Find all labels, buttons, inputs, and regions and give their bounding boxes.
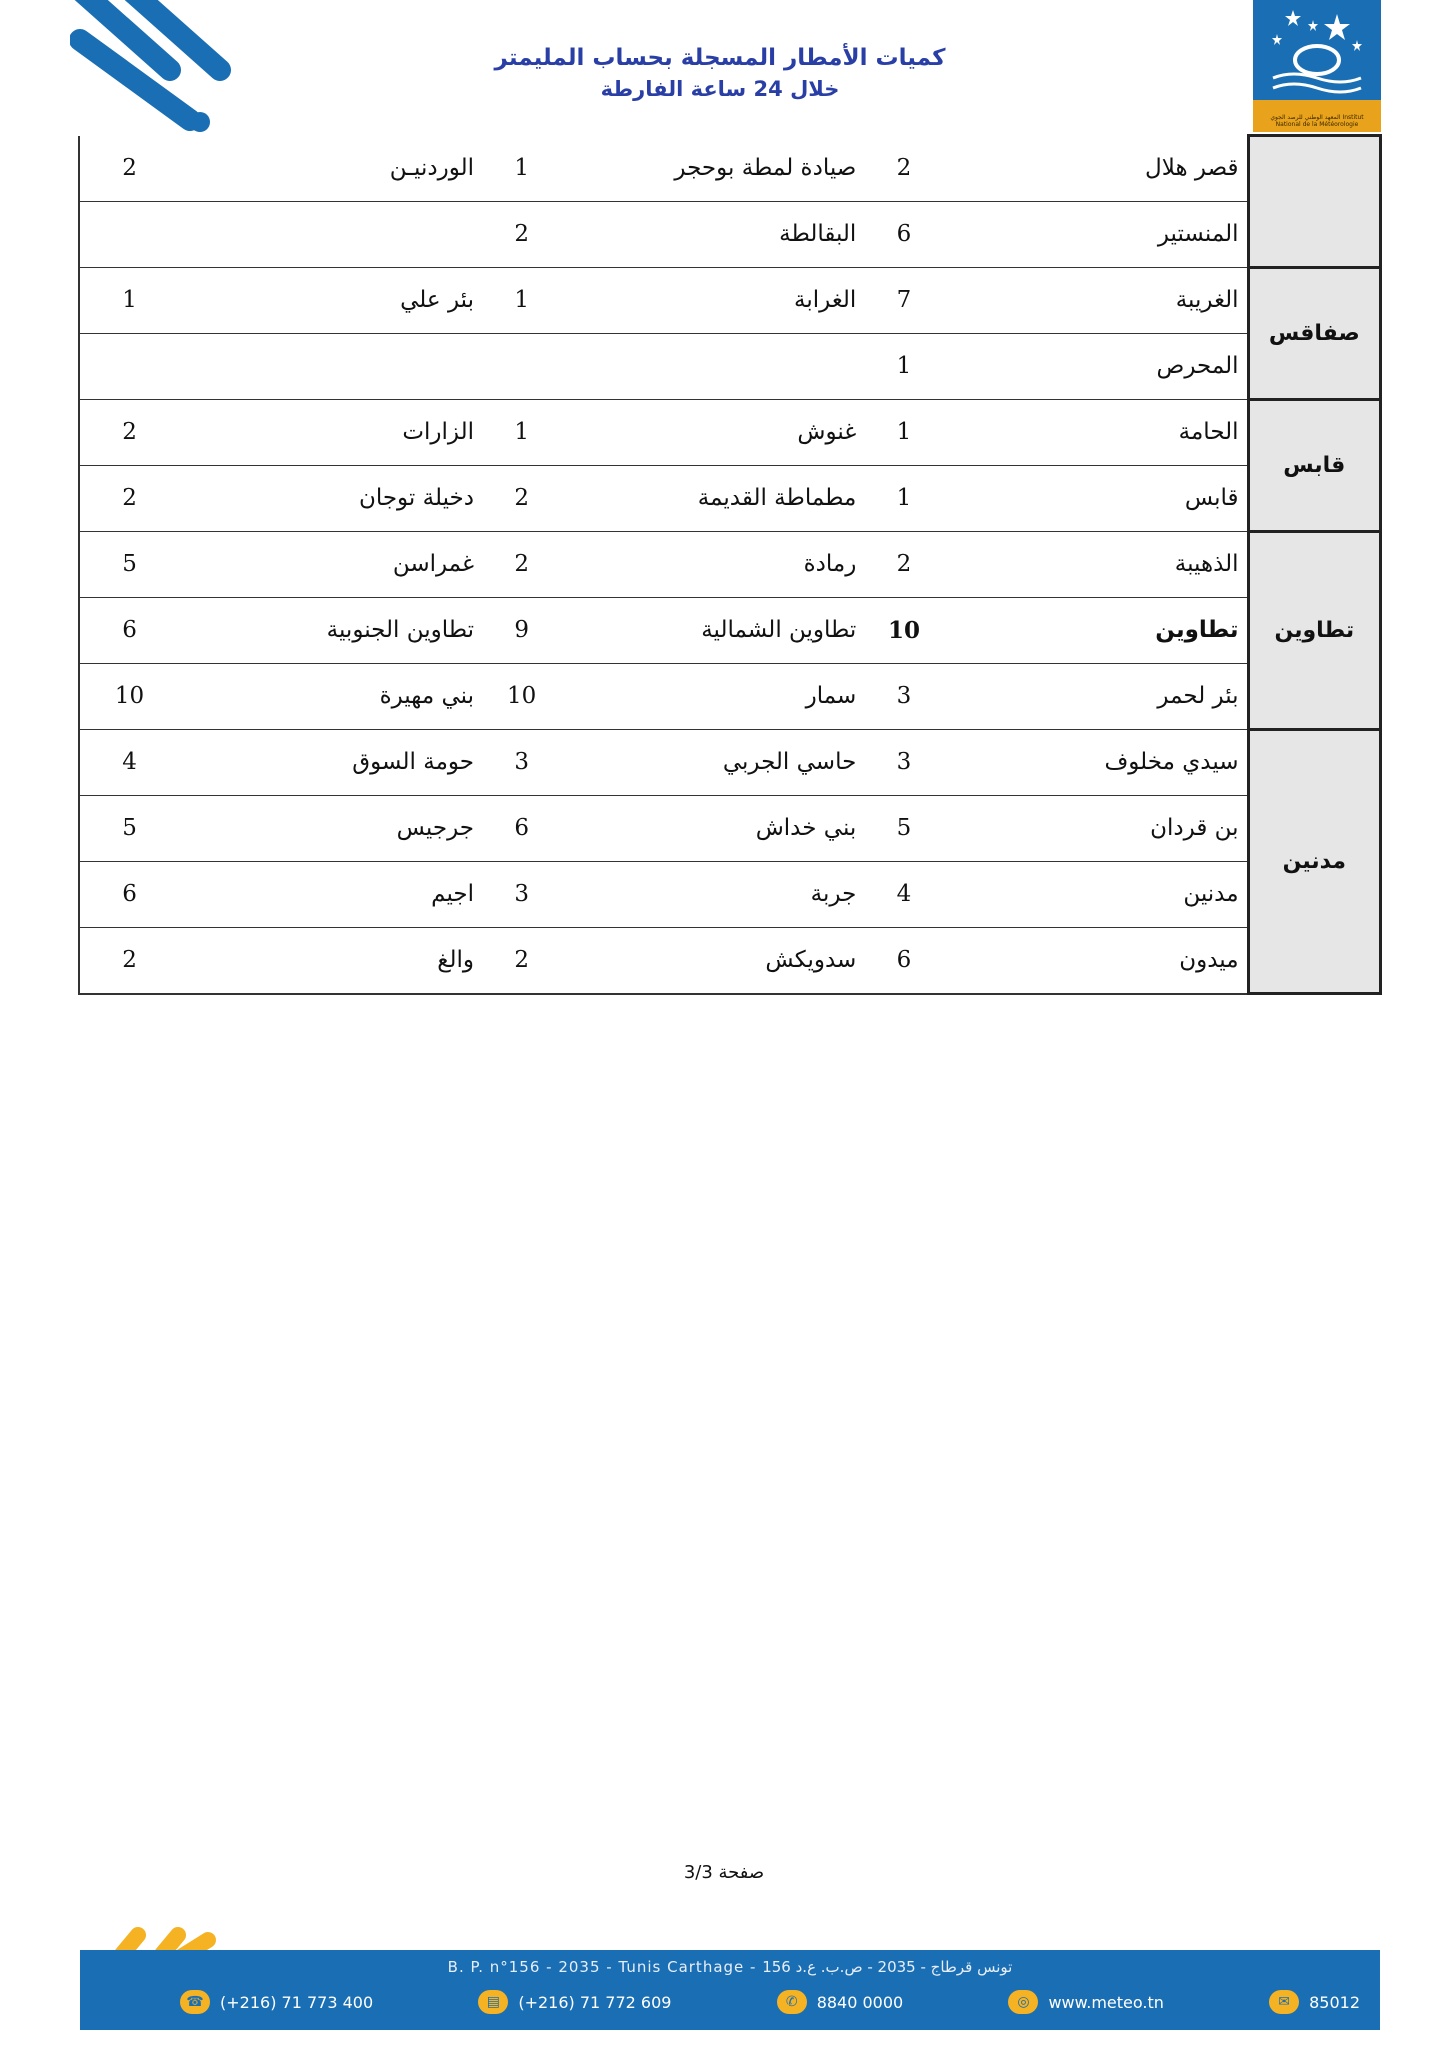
rainfall-value-cell: 5 [79,795,179,861]
footer-bar [80,1950,1380,2030]
logo-band [1253,100,1381,132]
station-name-cell [179,201,482,267]
station-name-cell: بئر لحمر [944,663,1248,729]
document-title [440,42,1000,104]
logo-text: المعهد الوطني للرصد الجوي Institut National de la Météorologie [1270,114,1364,128]
title-line-1: كميات الأمطار المسجلة بحساب المليمتر [494,45,946,71]
station-name-cell: الحامة [944,399,1248,465]
rainfall-value-cell: 6 [79,861,179,927]
station-name-cell: رمادة [561,531,864,597]
website-link[interactable]: www.meteo.tn [1048,1992,1164,2012]
station-name-cell: قابس [944,465,1248,531]
rainfall-value-cell: 2 [482,531,561,597]
rainfall-value-cell: 2 [864,531,943,597]
rainfall-value-cell: 10 [79,663,179,729]
governorate-cell [1248,136,1380,268]
header-stripes-graphic [70,0,240,140]
station-name-cell: سيدي مخلوف [944,729,1248,795]
table-row [79,531,1381,597]
rainfall-value-cell [482,333,561,399]
station-name-cell: الزارات [179,399,482,465]
station-name-cell: بني مهيرة [179,663,482,729]
table-row [79,136,1381,202]
rainfall-table [78,134,1382,995]
rainfall-value-cell: 1 [482,267,561,333]
rainfall-value-cell: 9 [482,597,561,663]
rainfall-value-cell: 6 [482,795,561,861]
station-name-cell: غمراسن [179,531,482,597]
footer-contacts [180,1990,1360,2014]
table-row [79,267,1381,333]
rainfall-value-cell: 2 [79,136,179,202]
station-name-cell: دخيلة توجان [179,465,482,531]
rainfall-value-cell: 4 [864,861,943,927]
logo-emblem-icon [1253,0,1381,100]
rainfall-value-cell: 1 [79,267,179,333]
rainfall-value-cell: 3 [482,729,561,795]
rainfall-value-cell: 3 [864,729,943,795]
station-name-cell: والغ [179,927,482,994]
rainfall-value-cell: 1 [864,465,943,531]
institute-logo [1253,0,1381,132]
station-name-cell: تطاوين الجنوبية [179,597,482,663]
rainfall-value-cell: 2 [79,927,179,994]
rainfall-value-cell: 1 [482,136,561,202]
footer-website[interactable] [1008,1990,1163,2014]
footer-phone[interactable] [180,1990,373,2014]
footer-address: B. P. n°156 - 2035 - Tunis Carthage - تونس قرطاج - 2035 - ص.ب. ع.د 156 [447,1958,1013,1976]
rainfall-value-cell: 1 [864,399,943,465]
rainfall-value-cell: 1 [482,399,561,465]
sms-icon: ✉ [1269,1990,1299,2014]
rainfall-value-cell: 2 [79,465,179,531]
rainfall-value-cell: 10 [864,597,943,663]
table-row [79,333,1381,399]
page-number: صفحة 3/3 [683,1862,765,1883]
fax-text: (+216) 71 772 609 [518,1992,672,2012]
station-name-cell: البقالطة [561,201,864,267]
station-name-cell: حومة السوق [179,729,482,795]
table-row [79,927,1381,994]
station-name-cell: جرجيس [179,795,482,861]
station-name-cell: مدنين [944,861,1248,927]
footer-fax[interactable] [478,1990,671,2014]
station-name-cell: صيادة لمطة بوحجر [561,136,864,202]
table-row [79,597,1381,663]
footer-hotline[interactable] [777,1990,904,2014]
rainfall-value-cell: 7 [864,267,943,333]
rainfall-value-cell: 4 [79,729,179,795]
rainfall-value-cell [79,201,179,267]
governorate-cell: تطاوين [1248,531,1380,729]
table-row [79,201,1381,267]
station-name-cell: الوردنيـن [179,136,482,202]
rainfall-value-cell: 6 [864,201,943,267]
station-name-cell: الغرابة [561,267,864,333]
governorate-cell: قابس [1248,399,1380,531]
table-row [79,663,1381,729]
station-name-cell: غنوش [561,399,864,465]
globe-icon: ◎ [1008,1990,1038,2014]
rainfall-value-cell: 2 [864,136,943,202]
station-name-cell: حاسي الجربي [561,729,864,795]
station-name-cell: سدويكش [561,927,864,994]
station-name-cell [561,333,864,399]
table-row [79,795,1381,861]
governorate-cell: مدنين [1248,729,1380,994]
station-name-cell [179,333,482,399]
sms-text: 85012 [1309,1992,1360,2012]
table-row [79,861,1381,927]
rainfall-value-cell: 2 [482,201,561,267]
station-name-cell: الذهيبة [944,531,1248,597]
table-row [79,729,1381,795]
rainfall-value-cell: 2 [79,399,179,465]
hotline-icon: ✆ [777,1990,807,2014]
rainfall-value-cell: 3 [482,861,561,927]
hotline-text: 8840 0000 [816,1992,904,2012]
rainfall-value-cell: 1 [864,333,943,399]
rainfall-value-cell: 6 [79,597,179,663]
table-row [79,399,1381,465]
station-name-cell: الغريبة [944,267,1248,333]
station-name-cell: سمار [561,663,864,729]
station-name-cell: تطاوين الشمالية [561,597,864,663]
station-name-cell: بن قردان [944,795,1248,861]
rainfall-value-cell: 2 [482,927,561,994]
table-row [79,465,1381,531]
station-name-cell: تطاوين [944,597,1248,663]
rainfall-value-cell: 3 [864,663,943,729]
rainfall-value-cell: 5 [864,795,943,861]
station-name-cell: المحرص [944,333,1248,399]
rainfall-value-cell: 2 [482,465,561,531]
title-line-2: خلال 24 ساعة الفارطة [600,77,840,101]
phone-text: (+216) 71 773 400 [220,1992,374,2012]
station-name-cell: اجيم [179,861,482,927]
fax-icon: ▤ [478,1990,508,2014]
governorate-cell: صفاقس [1248,267,1380,399]
station-name-cell: مطماطة القديمة [561,465,864,531]
phone-icon: ☎ [180,1990,210,2014]
station-name-cell: بني خداش [561,795,864,861]
rainfall-value-cell: 6 [864,927,943,994]
station-name-cell: قصر هلال [944,136,1248,202]
station-name-cell: ميدون [944,927,1248,994]
station-name-cell: بئر علي [179,267,482,333]
rainfall-value-cell: 10 [482,663,561,729]
station-name-cell: المنستير [944,201,1248,267]
footer-sms[interactable] [1269,1990,1360,2014]
rainfall-value-cell: 5 [79,531,179,597]
rainfall-value-cell [79,333,179,399]
station-name-cell: جربة [561,861,864,927]
